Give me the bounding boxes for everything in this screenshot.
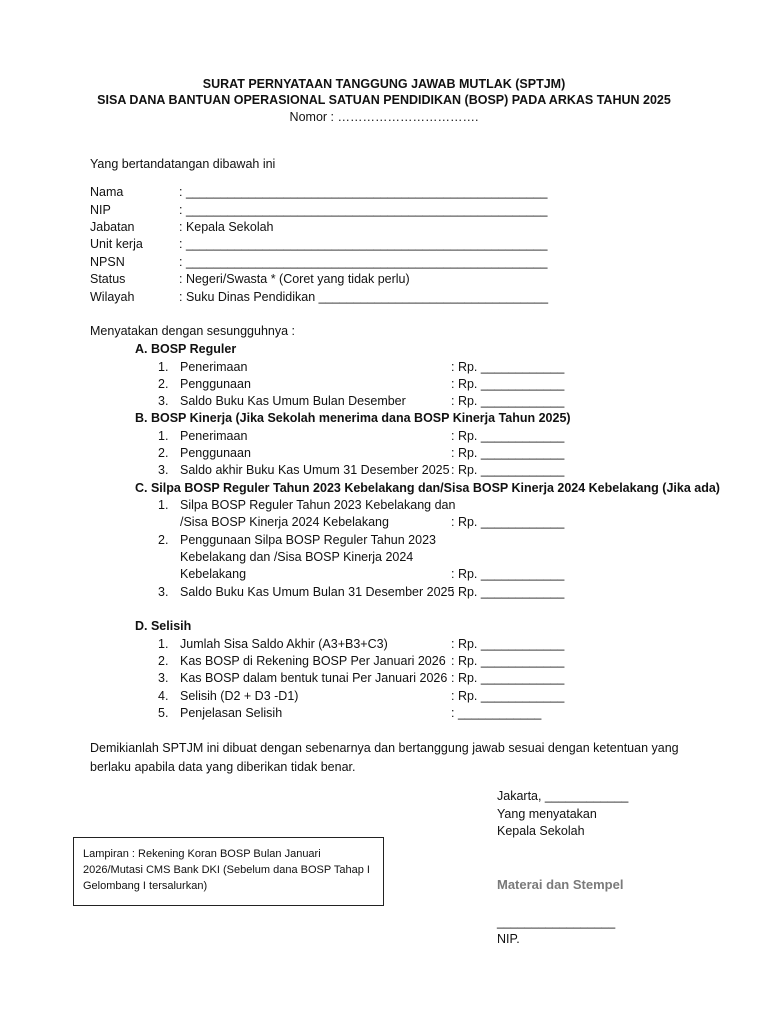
section-d-item-2-text: Kas BOSP di Rekening BOSP Per Januari 2026 <box>180 654 446 668</box>
section-a-item-2-amount: : Rp. ____________ <box>451 377 565 391</box>
statement-text: Menyatakan dengan sesungguhnya : <box>90 324 296 338</box>
section-a-item-3-text: Saldo Buku Kas Umum Bulan Desember <box>180 394 406 408</box>
identity-value-nip: : ____________________________________________________ <box>179 203 548 217</box>
identity-value-wilayah: : Suku Dinas Pendidikan _________________________________ <box>179 290 549 304</box>
section-b-item-3-number: 3. <box>158 463 169 477</box>
section-c-item-2-number: 2. <box>158 533 169 547</box>
section-b-item-2-amount: : Rp. ____________ <box>451 446 565 460</box>
section-b-item-2-number: 2. <box>158 446 169 460</box>
intro-text: Yang bertandatangan dibawah ini <box>90 157 276 171</box>
section-a-item-2-number: 2. <box>158 377 169 391</box>
section-d-item-1-amount: : Rp. ____________ <box>451 637 565 651</box>
section-a-item-2-text: Penggunaan <box>180 377 251 391</box>
section-a-item-1-amount: : Rp. ____________ <box>451 360 565 374</box>
section-d-item-3-text: Kas BOSP dalam bentuk tunai Per Januari 2026 <box>180 671 448 685</box>
identity-label-wilayah: Wilayah <box>90 290 135 304</box>
section-c-item-1-text-line-2: /Sisa BOSP Kinerja 2024 Kebelakang <box>180 515 389 529</box>
identity-value-status: : Negeri/Swasta * (Coret yang tidak perlu) <box>179 272 410 286</box>
section-d-item-5-number: 5. <box>158 706 169 720</box>
section-d-item-2-number: 2. <box>158 654 169 668</box>
identity-label-unit-kerja: Unit kerja <box>90 237 143 251</box>
attachment-line-1: Lampiran : Rekening Koran BOSP Bulan Januari <box>83 848 321 860</box>
identity-value-npsn: : ____________________________________________________ <box>179 255 548 269</box>
identity-value-unit-kerja: : ____________________________________________________ <box>179 237 548 251</box>
section-a-item-3-number: 3. <box>158 394 169 408</box>
section-c-item-1-amount: : Rp. ____________ <box>451 515 565 529</box>
section-c-item-2-text-line-3: Kebelakang <box>180 567 247 581</box>
closing-line-2: berlaku apabila data yang diberikan tidak benar. <box>90 760 356 774</box>
identity-label-jabatan: Jabatan <box>90 220 135 234</box>
section-b-item-1-number: 1. <box>158 429 169 443</box>
section-b-item-3-text: Saldo akhir Buku Kas Umum 31 Desember 2025 <box>180 463 450 477</box>
attachment-line-3: Gelombang I tersalurkan) <box>83 880 208 892</box>
section-d-item-4-amount: : Rp. ____________ <box>451 689 565 703</box>
section-a-item-3-amount: : Rp. ____________ <box>451 394 565 408</box>
section-d-item-1-number: 1. <box>158 637 169 651</box>
identity-value-jabatan: : Kepala Sekolah <box>179 220 274 234</box>
title-line-2: SISA DANA BANTUAN OPERASIONAL SATUAN PENDIDIKAN (BOSP) PADA ARKAS TAHUN 2025 <box>97 93 671 107</box>
identity-label-nip: NIP <box>90 203 111 217</box>
signature-role-line-2: Kepala Sekolah <box>497 824 585 838</box>
identity-label-nama: Nama <box>90 185 124 199</box>
identity-label-status: Status <box>90 272 126 286</box>
section-d-item-4-number: 4. <box>158 689 169 703</box>
section-a-item-1-text: Penerimaan <box>180 360 248 374</box>
title-line-1: SURAT PERNYATAAN TANGGUNG JAWAB MUTLAK (SPTJM) <box>202 77 566 91</box>
identity-label-npsn: NPSN <box>90 255 125 269</box>
signature-line: _________________ <box>497 915 616 929</box>
section-d-item-5-amount: : ____________ <box>451 706 542 720</box>
section-b-heading: B. BOSP Kinerja (Jika Sekolah menerima dana BOSP Kinerja Tahun 2025) <box>135 411 571 425</box>
section-c-item-3-text: Saldo Buku Kas Umum Bulan 31 Desember 2025 <box>180 585 455 599</box>
section-b-item-3-amount: : Rp. ____________ <box>451 463 565 477</box>
section-c-item-2-amount: : Rp. ____________ <box>451 567 565 581</box>
section-b-item-1-amount: : Rp. ____________ <box>451 429 565 443</box>
section-d-item-2-amount: : Rp. ____________ <box>451 654 565 668</box>
section-d-item-3-amount: : Rp. ____________ <box>451 671 565 685</box>
section-b-item-2-text: Penggunaan <box>180 446 251 460</box>
section-d-item-4-text: Selisih (D2 + D3 -D1) <box>180 689 299 703</box>
section-a-heading: A. BOSP Reguler <box>135 342 237 356</box>
stamp-placeholder: Materai dan Stempel <box>497 877 624 892</box>
section-c-heading: C. Silpa BOSP Reguler Tahun 2023 Kebelakang dan/Sisa BOSP Kinerja 2024 Kebelakang (Jika ada) <box>135 481 720 495</box>
attachment-box <box>73 837 384 906</box>
closing-line-1: Demikianlah SPTJM ini dibuat dengan sebenarnya dan bertanggung jawab sesuai dengan ketentuan yang <box>90 741 679 755</box>
section-c-item-3-number: 3. <box>158 585 169 599</box>
attachment-line-2: 2026/Mutasi CMS Bank DKI (Sebelum dana BOSP Tahap I <box>83 864 370 876</box>
document-number: Nomor : ……………………………. <box>289 110 479 124</box>
section-c-item-3-amount: : Rp. ____________ <box>451 585 565 599</box>
identity-value-nama: : ____________________________________________________ <box>179 185 548 199</box>
section-d-item-5-text: Penjelasan Selisih <box>180 706 283 720</box>
signature-nip: NIP. <box>497 932 520 946</box>
section-d-item-1-text: Jumlah Sisa Saldo Akhir (A3+B3+C3) <box>180 637 388 651</box>
signature-place-date: Jakarta, ____________ <box>497 789 629 803</box>
section-c-item-2-text-line-2: Kebelakang dan /Sisa BOSP Kinerja 2024 <box>180 550 414 564</box>
section-c-item-1-text-line-1: Silpa BOSP Reguler Tahun 2023 Kebelakang dan <box>180 498 456 512</box>
section-d-item-3-number: 3. <box>158 671 169 685</box>
section-c-item-1-number: 1. <box>158 498 169 512</box>
section-d-heading: D. Selisih <box>135 619 192 633</box>
signature-role-line-1: Yang menyatakan <box>497 807 597 821</box>
section-a-item-1-number: 1. <box>158 360 169 374</box>
section-c-item-2-text-line-1: Penggunaan Silpa BOSP Reguler Tahun 2023 <box>180 533 436 547</box>
section-b-item-1-text: Penerimaan <box>180 429 248 443</box>
